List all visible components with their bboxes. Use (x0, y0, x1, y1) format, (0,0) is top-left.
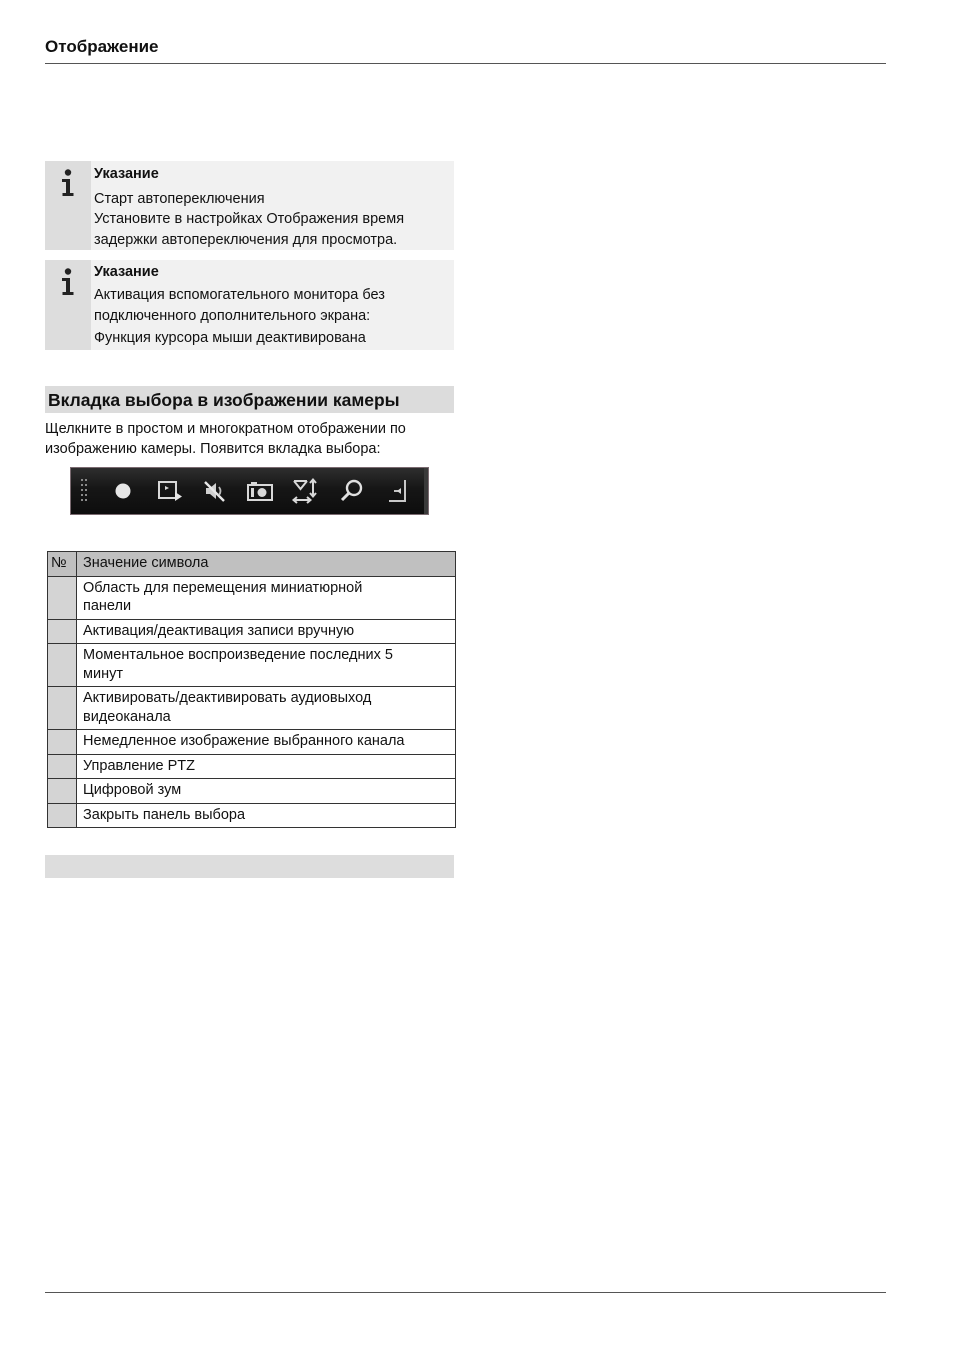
row-meaning (77, 619, 456, 644)
section-intro (45, 419, 454, 459)
note-line: задержки автопереключения для просмотра. (94, 231, 398, 248)
header-number: № (48, 552, 77, 577)
toolbar-end-cap (424, 468, 428, 514)
section-heading (45, 386, 454, 413)
row-meaning (77, 803, 456, 828)
symbol-table (47, 551, 456, 828)
row-number (48, 644, 77, 687)
row-number (48, 730, 77, 755)
note-line: Активация вспомогательного монитора без (94, 286, 385, 303)
row-number (48, 687, 77, 730)
row-line: панели (83, 598, 132, 614)
note-autoswitch (45, 161, 454, 250)
row-line: Управление PTZ (83, 757, 196, 774)
zoom-magnifier-icon[interactable] (337, 476, 367, 506)
row-line: Закрыть панель выбора (83, 806, 246, 823)
row-meaning (77, 730, 456, 755)
row-meaning (77, 576, 456, 619)
row-number (48, 754, 77, 779)
table-row (48, 754, 456, 779)
instant-playback-icon[interactable] (155, 476, 185, 506)
note-body (94, 262, 446, 349)
intro-line: изображению камеры. Появится вкладка выбора: (45, 441, 381, 457)
header-meaning: Значение символа (77, 552, 456, 577)
table-row (48, 730, 456, 755)
row-line: Область для перемещения миниатюрной (83, 579, 363, 596)
note-line: подключенного дополнительного экрана: (94, 308, 371, 324)
row-number (48, 779, 77, 804)
row-line: Моментальное воспроизведение последних 5 (83, 647, 393, 663)
empty-section-bar (45, 855, 454, 878)
camera-selection-toolbar (70, 467, 429, 515)
row-line: минут (83, 665, 123, 682)
row-number (48, 619, 77, 644)
close-panel-icon[interactable] (383, 476, 413, 506)
row-meaning (77, 644, 456, 687)
page-header (45, 36, 886, 64)
note-title: Указание (94, 264, 159, 280)
note-title: Указание (94, 166, 159, 182)
table-row (48, 687, 456, 730)
row-number (48, 803, 77, 828)
note-icon-column (45, 161, 91, 250)
section-title: Вкладка выбора в изображении камеры (48, 390, 400, 410)
grip-handle-icon[interactable] (77, 476, 91, 506)
note-body (94, 164, 446, 250)
snapshot-camera-icon[interactable] (245, 476, 275, 506)
intro-line: Щелкните в простом и многократном отображении по (45, 421, 406, 437)
row-line: Активировать/деактивировать аудиовыход (83, 690, 372, 706)
note-line: Функция курсора мыши деактивирована (94, 329, 366, 346)
record-dot-icon[interactable] (108, 476, 138, 506)
audio-mute-icon[interactable] (200, 476, 230, 506)
note-aux-monitor (45, 260, 454, 350)
note-line: Старт автопереключения (94, 190, 265, 207)
info-icon (60, 268, 76, 296)
row-meaning (77, 687, 456, 730)
table-row (48, 644, 456, 687)
info-icon (60, 169, 76, 197)
row-line: Цифровой зум (83, 782, 182, 798)
row-line: Немедленное изображение выбранного канала (83, 733, 405, 749)
row-meaning (77, 754, 456, 779)
footer-rule (45, 1292, 886, 1293)
table-row (48, 619, 456, 644)
table-header-row (48, 552, 456, 577)
table-row (48, 576, 456, 619)
note-line: Установите в настройках Отображения время (94, 211, 405, 227)
row-number (48, 576, 77, 619)
ptz-arrows-icon[interactable] (291, 476, 321, 506)
page-title: Отображение (45, 37, 159, 56)
note-icon-column (45, 260, 91, 350)
row-line: видеоканала (83, 708, 171, 725)
row-meaning (77, 779, 456, 804)
row-line: Активация/деактивация записи вручную (83, 622, 355, 639)
table-row (48, 803, 456, 828)
table-row (48, 779, 456, 804)
